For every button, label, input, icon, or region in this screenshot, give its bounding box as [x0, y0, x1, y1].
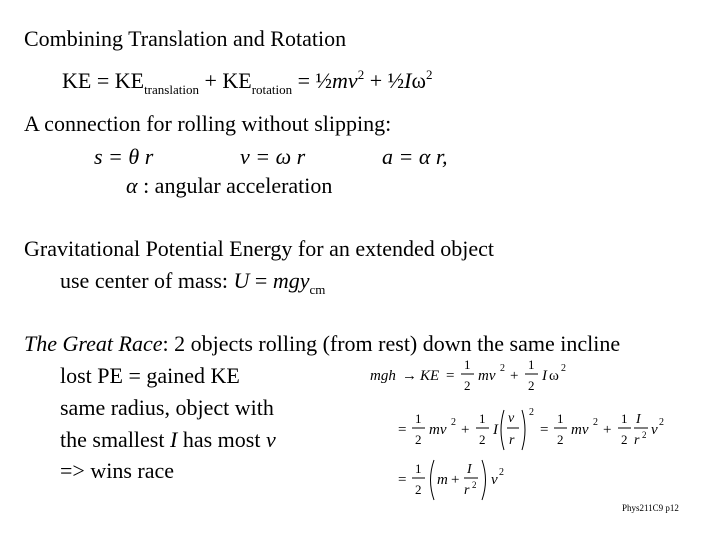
- svg-text:1: 1: [621, 411, 628, 426]
- eq-a: a = α r,: [382, 144, 448, 169]
- svg-text:v: v: [508, 411, 515, 426]
- slide-title: Combining Translation and Rotation: [24, 26, 347, 51]
- svg-text:2: 2: [451, 417, 456, 428]
- svg-text:mv: mv: [478, 368, 496, 384]
- svg-text:2: 2: [621, 432, 628, 447]
- svg-text:+: +: [510, 368, 519, 384]
- svg-text:1: 1: [415, 461, 422, 476]
- svg-text:2: 2: [561, 363, 566, 374]
- svg-text:I: I: [467, 462, 472, 477]
- svg-text:2: 2: [593, 417, 598, 428]
- svg-text:+: +: [461, 422, 470, 438]
- svg-text:2: 2: [500, 363, 505, 374]
- svg-text:I: I: [636, 412, 641, 427]
- race-line-2: same radius, object with: [60, 395, 274, 420]
- svg-text:r: r: [509, 433, 515, 448]
- svg-text:I: I: [542, 368, 547, 384]
- slide-footer: Phys211C9 p12: [622, 503, 679, 513]
- gravitational-heading: Gravitational Potential Energy for an extended object: [24, 236, 494, 261]
- svg-text:1: 1: [415, 411, 422, 426]
- alpha-definition: α : angular acceleration: [126, 173, 333, 198]
- energy-equation-3: [398, 454, 528, 513]
- race-heading: The Great Race: 2 objects rolling (from rest) down the same incline: [24, 331, 621, 356]
- race-line-4: => wins race: [60, 458, 174, 483]
- svg-text:2: 2: [415, 482, 422, 497]
- svg-text:=: =: [398, 472, 407, 488]
- svg-text:2: 2: [499, 467, 504, 478]
- race-line-1: lost PE = gained KE: [60, 363, 240, 388]
- svg-text:2: 2: [659, 417, 664, 428]
- energy-equation-1: [370, 352, 610, 403]
- svg-text:2: 2: [415, 432, 422, 447]
- svg-text:2: 2: [479, 432, 486, 447]
- svg-text:2: 2: [464, 378, 471, 393]
- svg-text:v: v: [651, 422, 658, 438]
- svg-text:1: 1: [557, 411, 564, 426]
- svg-text:2: 2: [528, 378, 535, 393]
- svg-text:v: v: [491, 472, 498, 488]
- eq-v: v = ω r: [240, 144, 306, 169]
- svg-text:+: +: [603, 422, 612, 438]
- svg-text:I: I: [493, 422, 498, 438]
- svg-text:m: m: [437, 472, 448, 488]
- rolling-heading: A connection for rolling without slipping:: [24, 111, 392, 136]
- svg-text:1: 1: [479, 411, 486, 426]
- svg-text:2: 2: [472, 480, 477, 490]
- svg-text:ω: ω: [549, 368, 559, 384]
- svg-text:=: =: [398, 422, 407, 438]
- svg-text:KE: KE: [420, 368, 440, 384]
- svg-text:+: +: [451, 472, 460, 488]
- eq-s: s = θ r: [94, 144, 154, 169]
- svg-text:=: =: [540, 422, 549, 438]
- svg-text:r: r: [464, 483, 470, 498]
- center-of-mass-line: use center of mass: U = mgy$_{cm}$: [60, 268, 326, 297]
- svg-text:2: 2: [557, 432, 564, 447]
- svg-text:mv: mv: [429, 422, 447, 438]
- svg-text:2: 2: [642, 430, 647, 440]
- svg-text:mv: mv: [571, 422, 589, 438]
- svg-text:r: r: [634, 433, 640, 448]
- ke-equation: KE = $KE_{translation} + KE_{rotation}$ = $\frac{1}{2}mv^2$ + $\frac{1}{2}I\omega^2$: [62, 67, 433, 97]
- svg-text:→: →: [402, 368, 417, 384]
- svg-text:1: 1: [528, 357, 535, 372]
- race-line-3: the smallest I has most v: [60, 427, 276, 452]
- svg-text:mgh: mgh: [370, 368, 396, 384]
- svg-text:=: =: [446, 368, 455, 384]
- svg-text:2: 2: [529, 407, 534, 418]
- svg-text:1: 1: [464, 357, 471, 372]
